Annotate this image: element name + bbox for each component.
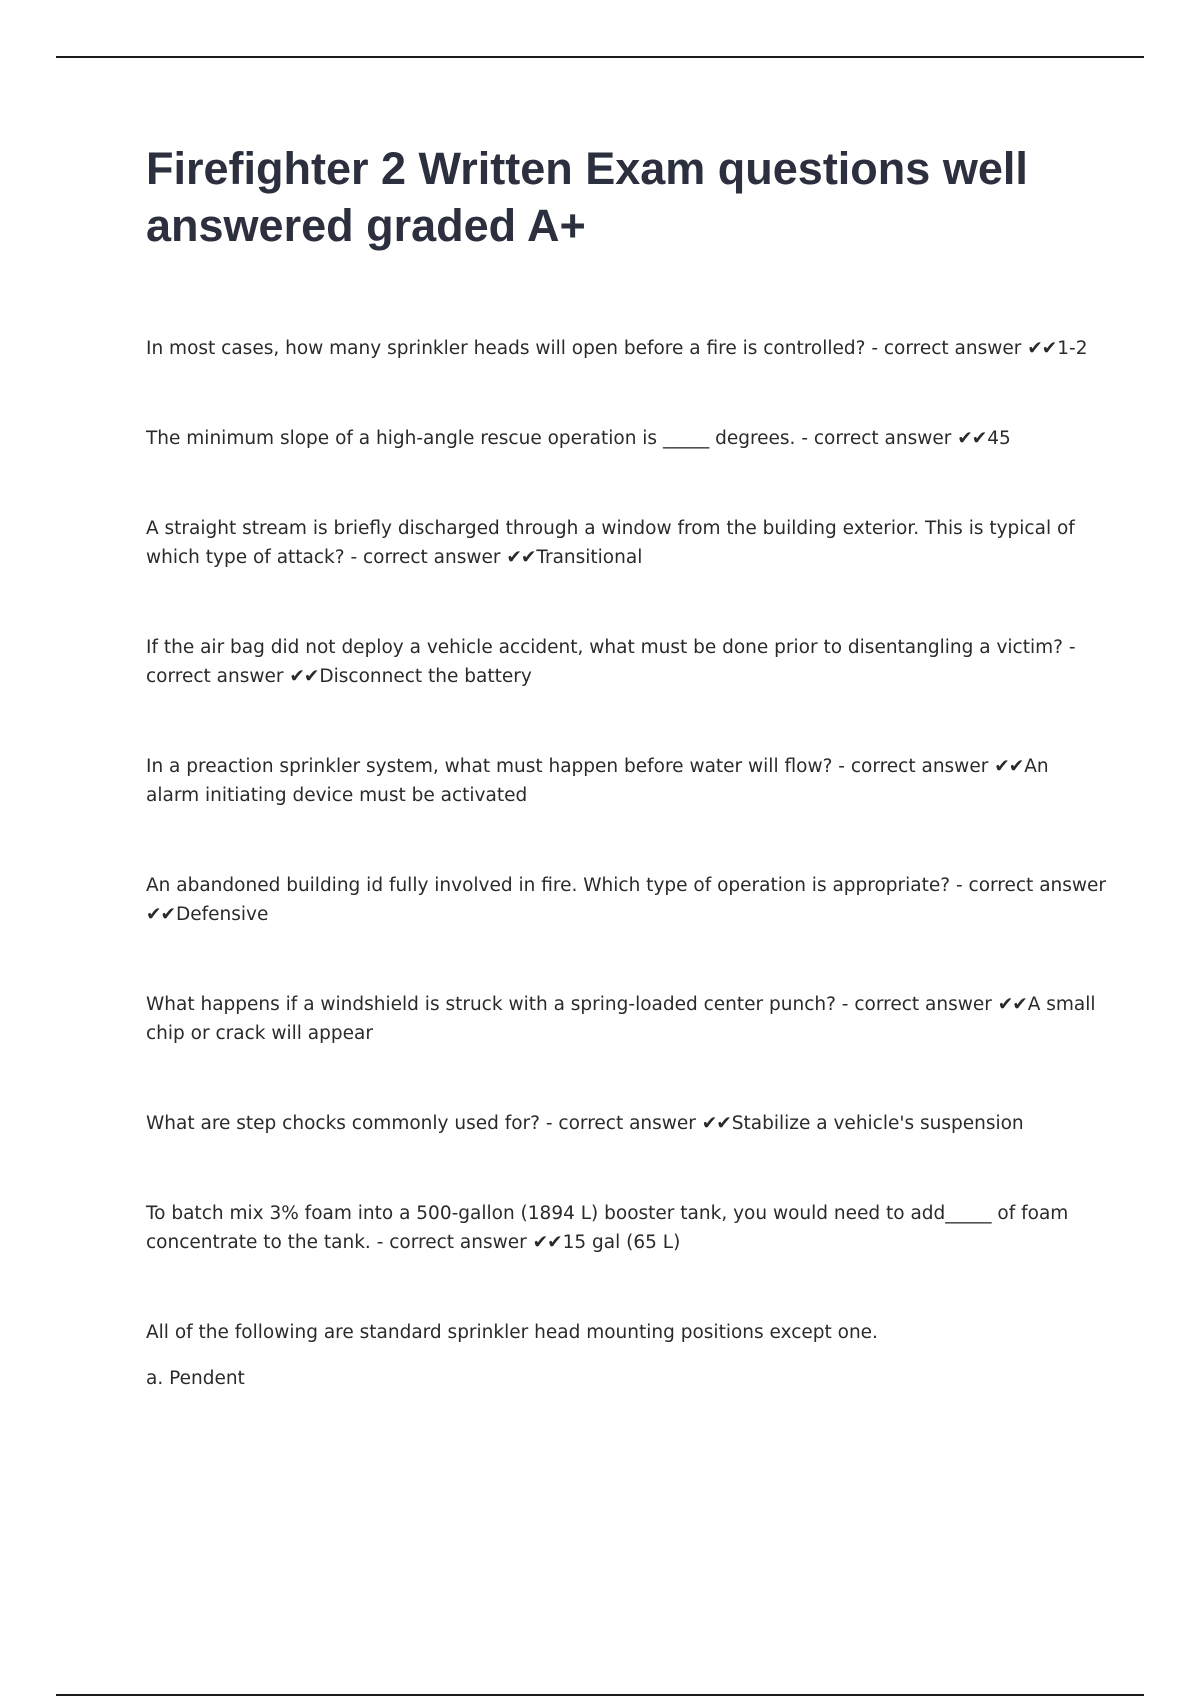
bottom-rule	[56, 1694, 1144, 1696]
qa-item-9	[146, 1199, 1106, 1257]
answer-separator: - correct answer	[865, 338, 1028, 359]
question-text: In a preaction sprinkler system, what must happen before water will flow?	[146, 756, 833, 777]
check-mark-icon: ✔✔	[532, 1232, 562, 1253]
answer-separator: - correct answer	[146, 637, 1076, 687]
qa-item-3	[146, 514, 1106, 572]
check-mark-icon: ✔✔	[506, 547, 536, 568]
answer-separator: - correct answer	[832, 756, 995, 777]
question-text: An abandoned building id fully involved in fire. Which type of operation is appropriate?	[146, 875, 951, 896]
answer-text: Defensive	[176, 904, 269, 925]
document-body	[146, 140, 1106, 1393]
check-mark-icon: ✔✔	[701, 1113, 731, 1134]
answer-separator: - correct answer	[835, 994, 998, 1015]
answer-separator: - correct answer	[950, 875, 1107, 896]
qa-item-8	[146, 1109, 1106, 1138]
question-text: A straight stream is briefly discharged through a window from the building exterior. This is typical of which type of attack?	[146, 518, 1075, 568]
qa-item-1	[146, 334, 1106, 363]
question-text: To batch mix 3% foam into a 500-gallon (1894 L) booster tank, you would need to add_____ of foam concentrate to the tank.	[146, 1203, 1069, 1253]
answer-text: 1-2	[1057, 338, 1088, 359]
answer-text: Transitional	[536, 547, 643, 568]
answer-text: Stabilize a vehicle's suspension	[731, 1113, 1024, 1134]
qa-item-5	[146, 752, 1106, 810]
question-text: What are step chocks commonly used for?	[146, 1113, 540, 1134]
qa-item-2	[146, 424, 1106, 453]
answer-text: 45	[987, 428, 1011, 449]
check-mark-icon: ✔✔	[997, 994, 1027, 1015]
question-text: All of the following are standard sprinkler head mounting positions except one.	[146, 1322, 878, 1343]
answer-separator: - correct answer	[370, 1232, 533, 1253]
top-rule	[56, 56, 1144, 58]
qa-item-6	[146, 871, 1106, 929]
qa-item-7	[146, 990, 1106, 1048]
qa-item-10	[146, 1318, 1106, 1347]
answer-separator: - correct answer	[795, 428, 958, 449]
check-mark-icon: ✔✔	[1027, 338, 1057, 359]
check-mark-icon: ✔✔	[289, 666, 319, 687]
check-mark-icon: ✔✔	[957, 428, 987, 449]
answer-text: An alarm initiating device must be activated	[146, 756, 1049, 806]
answer-option-a: a. Pendent	[146, 1368, 245, 1389]
question-text: The minimum slope of a high-angle rescue operation is _____ degrees.	[146, 428, 796, 449]
document-title: Firefighter 2 Written Exam questions well answered graded A+	[146, 143, 1028, 251]
question-text: What happens if a windshield is struck with a spring-loaded center punch?	[146, 994, 836, 1015]
answer-text: A small chip or crack will appear	[146, 994, 1096, 1044]
answer-separator: - correct answer	[539, 1113, 702, 1134]
qa-item-4	[146, 633, 1106, 691]
check-mark-icon: ✔✔	[146, 904, 176, 925]
answer-text: Disconnect the battery	[319, 666, 532, 687]
question-text: If the air bag did not deploy a vehicle accident, what must be done prior to disentangling a victim?	[146, 637, 1063, 658]
check-mark-icon: ✔✔	[994, 756, 1024, 777]
question-text: In most cases, how many sprinkler heads will open before a fire is controlled?	[146, 338, 866, 359]
answer-separator: - correct answer	[344, 547, 507, 568]
qa-list	[146, 334, 1106, 1393]
answer-text: 15 gal (65 L)	[562, 1232, 681, 1253]
